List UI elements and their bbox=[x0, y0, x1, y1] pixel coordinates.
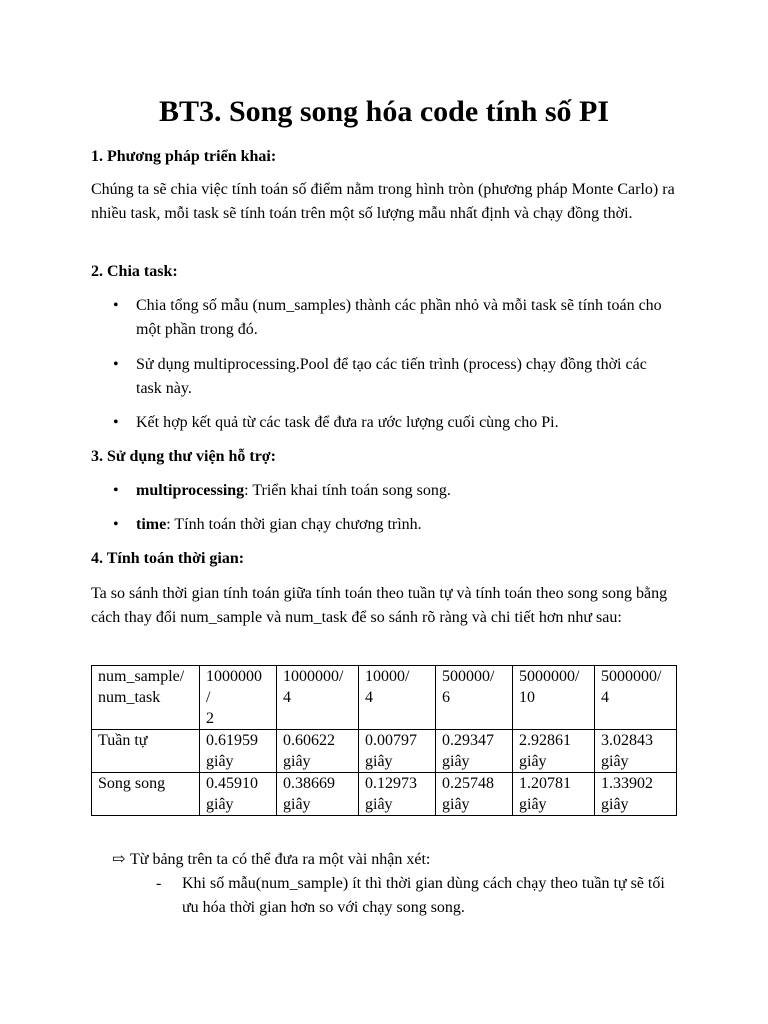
section-body-method: Chúng ta sẽ chia việc tính toán số điểm nằm trong hình tròn (phương pháp Monte Carlo) ra nhiều task, mỗi task sẽ tính toán trên một số lượng mẫu nhất định và chạy đồng thời. bbox=[91, 181, 675, 222]
conclusion-lead bbox=[112, 848, 430, 872]
timing-table bbox=[91, 665, 677, 816]
bullet-icon: • bbox=[113, 516, 119, 533]
list-item-text: Sử dụng multiprocessing.Pool để tạo các tiến trình (process) chạy đồng thời các task này. bbox=[136, 356, 647, 397]
conclusion-lead-text: Từ bảng trên ta có thể đưa ra một vài nhận xét: bbox=[130, 851, 431, 868]
library-desc: : Triển khai tính toán song song. bbox=[244, 482, 451, 499]
bullet-icon: • bbox=[113, 297, 119, 314]
library-desc: : Tính toán thời gian chạy chương trình. bbox=[166, 516, 422, 533]
dash-bullet: - bbox=[156, 875, 162, 892]
table-header-row bbox=[92, 666, 677, 730]
table-cell: 0.29347 giây bbox=[436, 730, 513, 773]
table-header-cell: 1000000/ 4 bbox=[277, 666, 359, 730]
list-item-text bbox=[136, 513, 676, 537]
bullet-icon: • bbox=[113, 356, 119, 373]
table-header-cell: 5000000/ 10 bbox=[513, 666, 595, 730]
page-title: BT3. Song song hóa code tính số PI bbox=[158, 95, 610, 128]
table-cell: 1.20781 giây bbox=[513, 773, 595, 816]
table-row bbox=[92, 730, 677, 773]
section-heading-method: 1. Phương pháp triển khai: bbox=[91, 148, 277, 165]
table-header-cell: 10000/ 4 bbox=[359, 666, 436, 730]
table-cell: 0.00797 giây bbox=[359, 730, 436, 773]
section-heading-libraries: 3. Sử dụng thư viện hỗ trợ: bbox=[91, 448, 276, 465]
conclusion-point-text: Khi số mẫu(num_sample) ít thì thời gian dùng cách chạy theo tuần tự sẽ tối ưu hóa thời gian hơn so với chạy song song. bbox=[182, 875, 665, 916]
table-header-cell: 500000/ 6 bbox=[436, 666, 513, 730]
table-cell: Song song bbox=[92, 773, 200, 816]
list-item-text bbox=[136, 479, 676, 503]
table-header-cell: 5000000/ 4 bbox=[595, 666, 677, 730]
table-cell: 0.60622 giây bbox=[277, 730, 359, 773]
table-cell: 1.33902 giây bbox=[595, 773, 677, 816]
table-cell: 2.92861 giây bbox=[513, 730, 595, 773]
section-heading-tasks: 2. Chia task: bbox=[91, 263, 178, 280]
bullet-icon: • bbox=[113, 482, 119, 499]
table-cell: 0.25748 giây bbox=[436, 773, 513, 816]
arrow-right-icon: ⇨ bbox=[112, 851, 126, 868]
table-header-cell: 1000000 / 2 bbox=[200, 666, 277, 730]
table-cell: Tuần tự bbox=[92, 730, 200, 773]
table-cell: 0.38669 giây bbox=[277, 773, 359, 816]
table-header-cell: num_sample/ num_task bbox=[92, 666, 200, 730]
section-heading-timing: 4. Tính toán thời gian: bbox=[91, 550, 245, 567]
bullet-icon: • bbox=[113, 414, 119, 431]
table-cell: 0.45910 giây bbox=[200, 773, 277, 816]
section-body-timing: Ta so sánh thời gian tính toán giữa tính toán theo tuần tự và tính toán theo song song bằng cách thay đổi num_sample và num_task để so sánh rõ ràng và chi tiết hơn như sau: bbox=[91, 585, 668, 626]
library-name: multiprocessing bbox=[136, 482, 245, 499]
library-name: time bbox=[136, 516, 167, 533]
table-cell: 3.02843 giây bbox=[595, 730, 677, 773]
list-item-text: Chia tổng số mẫu (num_samples) thành các phần nhỏ và mỗi task sẽ tính toán cho một phần trong đó. bbox=[136, 297, 662, 338]
table-row bbox=[92, 773, 677, 816]
list-item-text: Kết hợp kết quả từ các task để đưa ra ước lượng cuối cùng cho Pi. bbox=[136, 414, 559, 431]
table-cell: 0.61959 giây bbox=[200, 730, 277, 773]
table-cell: 0.12973 giây bbox=[359, 773, 436, 816]
